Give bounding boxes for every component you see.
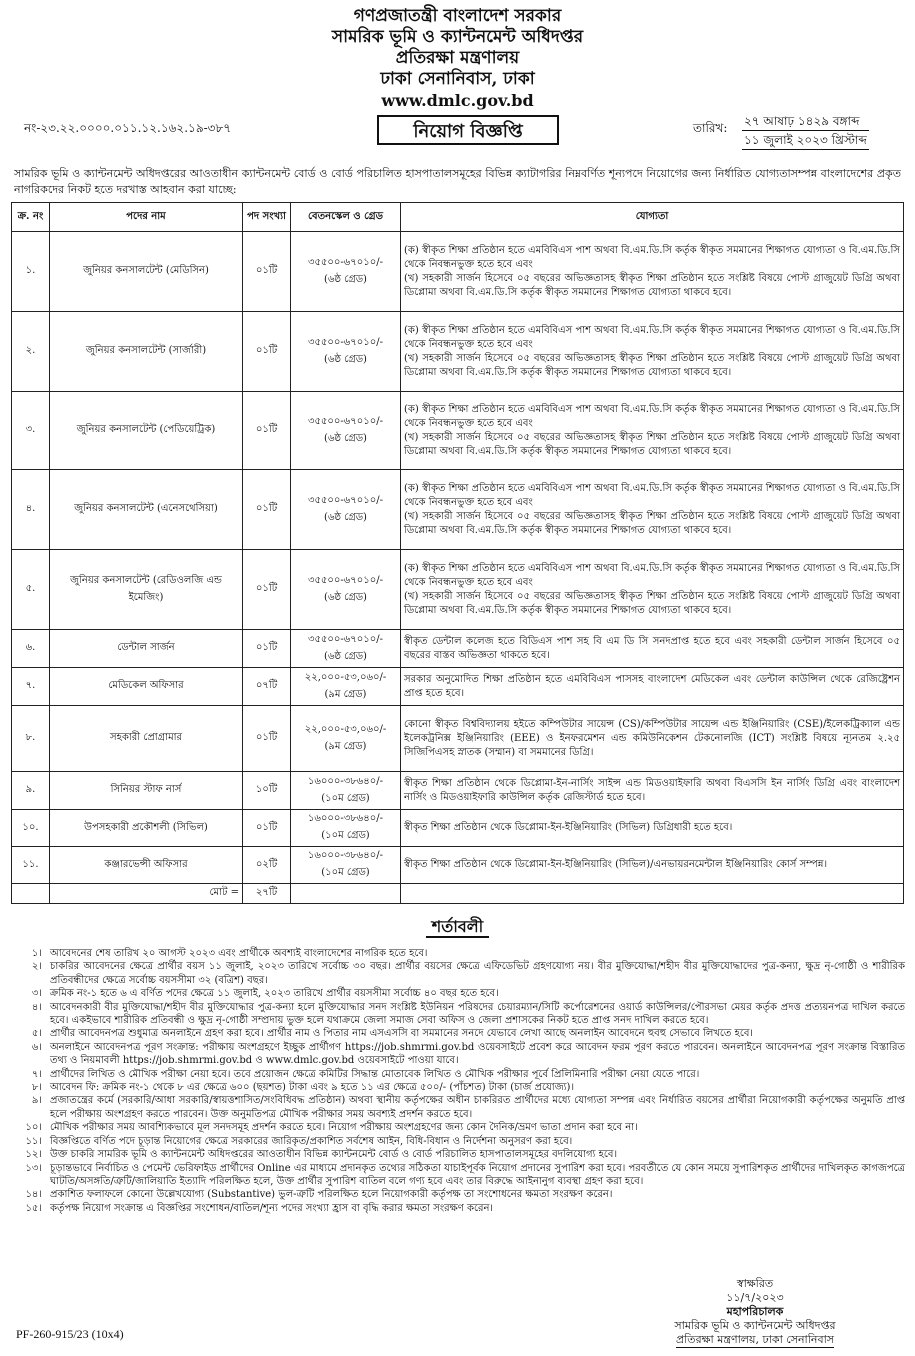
condition-number: ৭। [31, 1068, 42, 1080]
table-row [12, 668, 904, 706]
row-post: মেডিকেল অফিসার [50, 668, 243, 706]
row-pay-scale: ১৬০০০-৩৮৬৪০/- [307, 850, 384, 861]
condition-item [10, 947, 905, 960]
row-grade: (৬ষ্ঠ গ্রেড) [324, 353, 367, 365]
row-count: ০১টি [243, 232, 291, 312]
signature-block [635, 1277, 875, 1348]
condition-number: ৯। [31, 1095, 42, 1107]
table-header-row [12, 203, 904, 232]
condition-item [10, 1162, 905, 1189]
qualification-a: (ক) স্বীকৃত শিক্ষা প্রতিষ্ঠান হতে এমবিবিএস পাশ অথবা বি.এম.ডি.সি কর্তৃক স্বীকৃত সমমানের শিক্ষাগত যোগ্যতা ও বি.এম.ডি.সি থেকে নিবন্ধনভুক্ত হতে হবে এবং [404, 403, 900, 429]
table-row [12, 392, 904, 470]
row-qualification [401, 668, 904, 706]
condition-number: ৪। [31, 1001, 42, 1013]
row-scale [291, 470, 401, 550]
row-serial: ৯. [12, 772, 50, 810]
table-row [12, 550, 904, 630]
row-post: কঞ্জারভেন্সী অফিসার [50, 847, 243, 884]
condition-text: প্রার্থীদের লিখিত ও মৌখিক পরীক্ষা নেয়া হবে। তবে প্রয়োজন ক্ষেত্রে কমিটির সিদ্ধান্ত মোতাবেক লিখিত ও মৌখিক পরীক্ষার পূর্বে প্রিলিমিনারি পরীক্ষা নেয়া যেতে পারে। [50, 1068, 700, 1080]
condition-text: মৌখিক পরীক্ষার সময় আবশ্যিকভাবে মূল সনদসমূহ প্রদর্শন করতে হবে। নিয়োগ পরীক্ষায় অংশগ্রহণের জন্য কোন দৈনিক/ভ্রমণ ভাতা প্রদান করা হবে না। [50, 1122, 638, 1134]
condition-text: প্রজাতন্ত্রের কর্মে (সরকারি/আধা সরকারি/স্বায়ত্তশাসিত/সংবিধিবদ্ধ প্রতিষ্ঠান) অথবা স্থানীয় কর্তৃপক্ষের অধীন চাকরিরত প্রার্থীদের মধ্যে যোগ্যতা সম্পন্ন এবং নির্ধারিত বয়সের প্রার্থীরা নিয়োগকারী কর্তৃপক্ষের অনুমতি প্রাপ্ত হলে পরীক্ষায় অংশগ্রহণ করতে পারবেন। উক্ত অনুমতিপত্র মৌখিক পরীক্ষার সময় অবশ্যই প্রদর্শন করতে হবে। [50, 1095, 905, 1120]
location: ঢাকা সেনানিবাস, ঢাকা [380, 69, 535, 89]
notice-title: নিয়োগ বিজ্ঞপ্তি [377, 115, 559, 145]
row-post: জুনিয়র কনসালটেন্ট (এনেসথেসিয়া) [50, 470, 243, 550]
row-serial: ২. [12, 312, 50, 392]
row-qualification [401, 312, 904, 392]
directorate-name: সামরিক ভূমি ও ক্যান্টনমেন্ট অধিদপ্তর [331, 27, 584, 47]
date-bangla: ২৭ আষাঢ় ১৪২৯ বঙ্গাব্দ [742, 112, 869, 131]
condition-number: ১৩। [25, 1162, 42, 1174]
row-qualification [401, 392, 904, 470]
header-serial: ক্র. নং [12, 203, 50, 232]
row-grade: (৬ষ্ঠ গ্রেড) [324, 591, 367, 603]
condition-text: বিজ্ঞপ্তিতে বর্ণিত পদে চূড়ান্ত নিয়োগের ক্ষেত্রে সরকারের জারিকৃত/প্রকাশিত সর্বশেষ আইন, বিধি-বিধান ও নির্দেশনা অনুসরণ করা হবে। [50, 1135, 573, 1147]
condition-item [10, 987, 905, 1000]
condition-text: আবেদন ফি: ক্রমিক নং-১ থেকে ৮ এর ক্ষেত্রে ৬০০ (ছয়শত) টাকা এবং ৯ হতে ১১ এর ক্ষেত্রে ৫০০/- (পাঁচশত) টাকা (চার্জ প্রযোজ্য)। [50, 1082, 575, 1094]
condition-item [10, 1001, 905, 1028]
row-grade: (৬ষ্ঠ গ্রেড) [324, 650, 367, 662]
condition-text: চূড়ান্তভাবে নির্বাচিত ও পেমেন্ট ভেরিফাইড প্রার্থীদের Online এর মাধ্যমে প্রদানকৃত তথ্যের সঠিকতা যাচাইপূর্বক নিয়োগ প্রদানের সুপারিশ করা হবে। পরবর্তীতে যে কোন সময়ে সুপারিশকৃত প্রার্থীদের দাখিলকৃত কাগজপত্রে ঘাটতি/অসঙ্গতি/ত্রুটি/জালিয়াতি ইত্যাদি পরিলক্ষিত হলে, উক্ত প্রার্থীর সুপারিশ বাতিল বলে গণ্য হবে এবং তার বিরুদ্ধে আইনানুগ ব্যবস্থা গ্রহণ করা হবে। [50, 1162, 905, 1187]
condition-item [10, 960, 905, 987]
row-post: জুনিয়র কনসালটেন্ট (সার্জারী) [50, 312, 243, 392]
row-qualification [401, 470, 904, 550]
row-serial: ৮. [12, 706, 50, 772]
qualification-a: স্বীকৃত শিক্ষা প্রতিষ্ঠান থেকে ডিপ্লোমা-ইন-ইঞ্জিনিয়ারিং (সিভিল)/এনভায়রনমেন্টাল ইঞ্জিনিয়ারিং কোর্স সম্পন্ন। [404, 859, 828, 870]
row-qualification [401, 550, 904, 630]
row-pay-scale: ২২,০০০-৫৩,০৬০/- [304, 671, 387, 683]
qualification-b: (খ) সহকারী সার্জন হিসেবে ০৫ বছরের অভিজ্ঞতাসহ স্বীকৃত শিক্ষা প্রতিষ্ঠান হতে সংশ্লিষ্ট বিষয়ে পোস্ট গ্রাজুয়েট ডিগ্রি অথবা ডিপ্লোমা অথবা বি.এম.ডি.সি কর্তৃক স্বীকৃত সমমানের শিক্ষাগত যোগ্যতা থাকবে হবে। [404, 352, 900, 378]
condition-item [10, 1068, 905, 1081]
signed-label: স্বাক্ষরিত [736, 1277, 774, 1290]
condition-text: আবেদনের শেষ তারিখ ২০ আগস্ট ২০২৩ এবং প্রার্থীকে অবশ্যই বাংলাদেশের নাগরিক হতে হবে। [50, 948, 428, 959]
condition-item [10, 1188, 905, 1201]
row-pay-scale: ১৬০০০-৩৮৬৪০/- [307, 813, 384, 824]
qualification-a: (ক) স্বীকৃত শিক্ষা প্রতিষ্ঠান হতে এমবিবিএস পাশ অথবা বি.এম.ডি.সি কর্তৃক স্বীকৃত সমমানের শিক্ষাগত যোগ্যতা ও বি.এম.ডি.সি থেকে নিবন্ধনভুক্ত হতে হবে এবং [404, 324, 900, 350]
table-row [12, 470, 904, 550]
row-count: ০১টি [243, 550, 291, 630]
row-pay-scale: ৩৫৫০০-৬৭০১০/- [307, 494, 384, 506]
condition-number: ১২। [25, 1149, 42, 1161]
conditions-title: শর্তাবলী [426, 917, 490, 938]
row-count: ০১টি [243, 810, 291, 847]
row-qualification [401, 847, 904, 884]
row-serial: ১১. [12, 847, 50, 884]
govt-name: গণপ্রজাতন্ত্রী বাংলাদেশ সরকার [353, 6, 562, 26]
ministry-name: প্রতিরক্ষা মন্ত্রণালয় [395, 48, 520, 68]
row-count: ০১টি [243, 630, 291, 668]
condition-number: ১১। [25, 1135, 42, 1147]
row-serial: ৪. [12, 470, 50, 550]
condition-number: ৫। [31, 1028, 42, 1040]
table-row [12, 706, 904, 772]
table-body [12, 232, 904, 884]
row-grade: (৬ষ্ঠ গ্রেড) [324, 432, 367, 444]
condition-number: ৮। [31, 1082, 42, 1094]
row-serial: ১. [12, 232, 50, 312]
condition-item [10, 1041, 905, 1068]
row-scale [291, 630, 401, 668]
row-post: উপসহকারী প্রকৌশলী (সিভিল) [50, 810, 243, 847]
condition-item [10, 1121, 905, 1134]
row-qualification [401, 706, 904, 772]
row-count: ০২টি [243, 847, 291, 884]
row-post: সহকারী প্রোগ্রামার [50, 706, 243, 772]
table-row [12, 772, 904, 810]
condition-number: ৬। [31, 1041, 42, 1053]
header-scale: বেতনস্কেল ও গ্রেড [291, 203, 401, 232]
row-count: ০১টি [243, 470, 291, 550]
row-post: জুনিয়র কনসালটেন্ট (পেডিয়েট্রিক) [50, 392, 243, 470]
qualification-b: (খ) সহকারী সার্জন হিসেবে ০৫ বছরের অভিজ্ঞতাসহ স্বীকৃত শিক্ষা প্রতিষ্ঠান হতে সংশ্লিষ্ট বিষয়ে পোস্ট গ্রাজুয়েট ডিগ্রি অথবা ডিপ্লোমা অথবা বি.এম.ডি.সি কর্তৃক স্বীকৃত সমমানের শিক্ষাগত যোগ্যতা থাকবে হবে। [404, 272, 900, 298]
row-qualification [401, 772, 904, 810]
row-serial: ৩. [12, 392, 50, 470]
signatory-address: প্রতিরক্ষা মন্ত্রণালয়, ঢাকা সেনানিবাস [675, 1333, 835, 1346]
condition-item [10, 1094, 905, 1121]
row-count: ০১টি [243, 392, 291, 470]
conditions-heading [10, 914, 905, 941]
condition-number: ১৫। [25, 1202, 42, 1214]
signed-date: ১১/৭/২০২৩ [726, 1291, 784, 1304]
qualification-b: (খ) সহকারী সার্জন হিসেবে ০৫ বছরের অভিজ্ঞতাসহ স্বীকৃত শিক্ষা প্রতিষ্ঠান হতে সংশ্লিষ্ট বিষয়ে পোস্ট গ্রাজুয়েট ডিগ্রি অথবা ডিপ্লোমা অথবা বি.এম.ডি.সি কর্তৃক স্বীকৃত সমমানের শিক্ষাগত যোগ্যতা থাকবে হবে। [404, 431, 900, 457]
condition-item [10, 1027, 905, 1040]
row-qualification [401, 232, 904, 312]
row-scale [291, 232, 401, 312]
condition-text: প্রার্থীর আবেদনপত্র শুধুমাত্র অনলাইনে গ্রহণ করা হবে। প্রার্থীর নাম ও পিতার নাম এসএসসি বা সমমানের সনদে যেভাবে লেখা আছে অনলাইন আবেদনে হুবহু সেভাবে লিখতে হবে। [50, 1028, 753, 1040]
qualification-a: স্বীকৃত শিক্ষা প্রতিষ্ঠান থেকে ডিপ্লোমা-ইন-নার্সিং সাইন্স এন্ড মিডওয়াইফারি অথবা বিএসসি ইন নার্সিং ডিগ্রি এবং বাংলাদেশ নার্সিং ও মিডওয়াইফারি কাউন্সিল কর্তৃক রেজিস্টার্ড হতে হবে। [404, 777, 900, 803]
condition-number: ২। [31, 961, 42, 973]
row-qualification [401, 810, 904, 847]
condition-text: প্রকাশিত ফলাফলে কোনো উল্লেখযোগ্য (Substantive) ভুল-ত্রুটি পরিলক্ষিত হলে নিয়োগকারী কর্তৃপক্ষ তা সংশোধনের ক্ষমতা সংরক্ষণ করেন। [50, 1189, 613, 1201]
condition-item [10, 1202, 905, 1215]
row-scale [291, 312, 401, 392]
total-row [12, 884, 904, 904]
total-label: মোট = [50, 884, 243, 904]
qualification-a: স্বীকৃত শিক্ষা প্রতিষ্ঠান থেকে ডিপ্লোমা-ইন-ইঞ্জিনিয়ারিং (সিভিল) ডিগ্রিধারী হতে হবে। [404, 822, 733, 833]
header-qualification: যোগ্যতা [401, 203, 904, 232]
condition-text: কর্তৃপক্ষ নিয়োগ সংক্রান্ত এ বিজ্ঞপ্তির সংশোধন/বাতিল/শূন্য পদের সংখ্যা হ্রাস বা বৃদ্ধি করার ক্ষমতা সংরক্ষণ করেন। [50, 1202, 494, 1214]
website-link[interactable]: www.dmlc.gov.bd [381, 91, 534, 110]
table-row [12, 630, 904, 668]
table-row [12, 847, 904, 884]
table-row [12, 810, 904, 847]
condition-number: ১৪। [25, 1189, 42, 1201]
qualification-a: সরকার অনুমোদিত শিক্ষা প্রতিষ্ঠান হতে এমবিবিএস পাসসহ বাংলাদেশ মেডিকেল এবং ডেন্টাল কাউন্সিল থেকে রেজিষ্ট্রেশন প্রাপ্ত হতে হবে। [404, 673, 900, 699]
row-count: ১০টি [243, 772, 291, 810]
memo-row [10, 112, 905, 164]
letterhead [10, 0, 905, 112]
row-grade: (১০ম গ্রেড) [321, 830, 370, 841]
memo-number: নং-২৩.২২.০০০০.০১১.১২.১৬২.১৯-৩৮৭ [24, 121, 232, 135]
condition-item [10, 1081, 905, 1094]
footer [0, 1256, 915, 1356]
row-pay-scale: ২২,০০০-৫৩,০৬০/- [304, 723, 387, 735]
qualification-a: (ক) স্বীকৃত শিক্ষা প্রতিষ্ঠান হতে এমবিবিএস পাশ অথবা বি.এম.ডি.সি কর্তৃক স্বীকৃত সমমানের শিক্ষাগত যোগ্যতা ও বি.এম.ডি.সি থেকে নিবন্ধনভুক্ত হতে হবে এবং [404, 482, 900, 508]
condition-item [10, 1148, 905, 1161]
row-count: ০৭টি [243, 668, 291, 706]
row-pay-scale: ৩৫৫০০-৬৭০১০/- [307, 574, 384, 586]
date-label: তারিখ: [693, 121, 728, 135]
signatory-office: সামরিক ভূমি ও ক্যান্টনমেন্ট অধিদপ্তর [674, 1319, 836, 1332]
row-post: ডেন্টাল সার্জন [50, 630, 243, 668]
total-value: ২৭টি [243, 884, 291, 904]
condition-text: অনলাইনে আবেদনপত্র পূরণ সংক্রান্ত: পরীক্ষায় অংশগ্রহণে ইচ্ছুক প্রার্থীগণ https://job.shmrmi.gov.bd ওয়েবসাইটে প্রবেশ করে আবেদন ফরম পূরণ করতে পারবেন। অনলাইনে আবেদনপত্র পূরণ সংক্রান্ত বিস্তারিত তথ্য ও নিয়মাবলী https://job.shmrmi.gov.bd ও www.dmlc.gov.bd ওয়েবসাইটে পাওয়া যাবে। [50, 1041, 905, 1067]
row-scale [291, 550, 401, 630]
row-scale [291, 772, 401, 810]
qualification-a: (ক) স্বীকৃত শিক্ষা প্রতিষ্ঠান হতে এমবিবিএস পাশ অথবা বি.এম.ডি.সি কর্তৃক স্বীকৃত সমমানের শিক্ষাগত যোগ্যতা ও বি.এম.ডি.সি থেকে নিবন্ধনভুক্ত হতে হবে এবং [404, 244, 900, 270]
row-serial: ৭. [12, 668, 50, 706]
row-pay-scale: ৩৫৫০০-৬৭০১০/- [307, 256, 384, 268]
row-scale [291, 810, 401, 847]
date-english: ১১ জুলাই ২০২৩ খ্রিস্টাব্দ [742, 131, 869, 150]
row-grade: (৬ষ্ঠ গ্রেড) [324, 273, 367, 285]
row-grade: (৯ম গ্রেড) [324, 688, 367, 700]
condition-number: ৩। [31, 988, 42, 1000]
header-count: পদ সংখ্যা [243, 203, 291, 232]
row-scale [291, 392, 401, 470]
row-pay-scale: ৩৫৫০০-৬৭০১০/- [307, 415, 384, 427]
qualification-b: (খ) সহকারী সার্জন হিসেবে ০৫ বছরের অভিজ্ঞতাসহ স্বীকৃত শিক্ষা প্রতিষ্ঠান হতে সংশ্লিষ্ট বিষয়ে পোস্ট গ্রাজুয়েট ডিগ্রি অথবা ডিপ্লোমা অথবা বি.এম.ডি.সি কর্তৃক স্বীকৃত সমমানের শিক্ষাগত যোগ্যতা থাকবে হবে। [404, 590, 900, 616]
table-row [12, 232, 904, 312]
row-grade: (৬ষ্ঠ গ্রেড) [324, 511, 367, 523]
row-pay-scale: ৩৫৫০০-৬৭০১০/- [307, 633, 384, 645]
row-pay-scale: ১৬০০০-৩৮৬৪০/- [307, 775, 384, 787]
table-row [12, 312, 904, 392]
row-qualification [401, 630, 904, 668]
condition-text: চাকরির আবেদনের ক্ষেত্রে প্রার্থীর বয়স ১১ জুলাই, ২০২৩ তারিখে সর্বোচ্চ ৩০ বছর। প্রার্থীর বয়সের ক্ষেত্রে এফিডেভিট গ্রহণযোগ্য নয়। বীর মুক্তিযোদ্ধা/শহীদ বীর মুক্তিযোদ্ধাদের পুত্র-কন্যা, ক্ষুদ্র নৃ-গোষ্ঠী ও শারীরিক প্রতিবন্ধীদের ক্ষেত্রে সর্বোচ্চ বয়সসীমা ৩২ (বত্রিশ) বছর। [50, 961, 905, 986]
qualification-a: স্বীকৃত ডেন্টাল কলেজ হতে বিডিএস পাশ সহ বি এম ডি সি সনদপ্রাপ্ত হতে হবে এবং সহকারী ডেন্টাল সার্জন হিসেবে ০৫ বছরের বাস্তব অভিজ্ঞতা থাকতে হবে। [404, 635, 900, 661]
condition-number: ১০। [25, 1122, 42, 1134]
row-serial: ১০. [12, 810, 50, 847]
row-count: ০১টি [243, 706, 291, 772]
date-block [742, 112, 869, 150]
row-scale [291, 668, 401, 706]
header-post: পদের নাম [50, 203, 243, 232]
row-grade: (১০ম গ্রেড) [321, 792, 370, 804]
condition-number: ১। [31, 948, 42, 959]
row-scale [291, 706, 401, 772]
condition-text: উক্ত চাকরি সামরিক ভূমি ও ক্যান্টনমেন্ট অধিদপ্তরের আওতাধীন বিভিন্ন ক্যান্টনমেন্ট বোর্ড ও বোর্ড পরিচালিত হাসপাতালসমূহের বদলিযোগ্য হবে। [50, 1149, 618, 1161]
condition-text: ক্রমিক নং-১ হতে ৬ এ বর্ণিত পদের ক্ষেত্রে ১১ জুলাই, ২০২৩ তারিখে প্রার্থীর বয়সসীমা সর্বোচ্চ ৪০ বছর হতে হবে। [50, 988, 499, 1000]
intro-paragraph: সামরিক ভূমি ও ক্যান্টনমেন্ট অধিদপ্তরের আওতাধীন ক্যান্টনমেন্ট বোর্ড ও বোর্ড পরিচালিত হাসপাতালসমূহের বিভিন্ন ক্যাটাগরির নিম্নবর্ণিত শূন্যপদে নিয়োগের জন্য নির্ধারিত যোগ্যতাসম্পন্ন বাংলাদেশের প্রকৃত নাগরিকদের নিকট হতে দরখাস্ত আহবান করা যাচ্ছে: [14, 167, 901, 196]
qualification-b: (খ) সহকারী সার্জন হিসেবে ০৫ বছরের অভিজ্ঞতাসহ স্বীকৃত শিক্ষা প্রতিষ্ঠান হতে সংশ্লিষ্ট বিষয়ে পোস্ট গ্রাজুয়েট ডিগ্রি অথবা ডিপ্লোমা অথবা বি.এম.ডি.সি কর্তৃক স্বীকৃত সমমানের শিক্ষাগত যোগ্যতা থাকবে হবে। [404, 510, 900, 536]
row-serial: ৫. [12, 550, 50, 630]
condition-item [10, 1135, 905, 1148]
row-pay-scale: ৩৫৫০০-৬৭০১০/- [307, 336, 384, 348]
row-post: জুনিয়র কনসালটেন্ট (মেডিসিন) [50, 232, 243, 312]
row-grade: (১০ম গ্রেড) [321, 867, 370, 878]
row-grade: (৯ম গ্রেড) [324, 740, 367, 752]
row-count: ০১টি [243, 312, 291, 392]
conditions-list [10, 947, 905, 1215]
row-post: জুনিয়র কনসালটেন্ট (রেডিওলজি এন্ড ইমেজিং) [50, 550, 243, 630]
qualification-a: (ক) স্বীকৃত শিক্ষা প্রতিষ্ঠান হতে এমবিবিএস পাশ অথবা বি.এম.ডি.সি কর্তৃক স্বীকৃত সমমানের শিক্ষাগত যোগ্যতা ও বি.এম.ডি.সি থেকে নিবন্ধনভুক্ত হতে হবে এবং [404, 562, 900, 588]
row-scale [291, 847, 401, 884]
row-post: সিনিয়র স্টাফ নার্স [50, 772, 243, 810]
qualification-a: কোনো স্বীকৃত বিশ্ববিদ্যালয় হইতে কম্পিউটার সায়েন্স (CS)/কম্পিউটার সায়েন্স এন্ড ইঞ্জিনিয়ারিং (CSE)/ইলেকট্রিক্যাল এন্ড ইলেকট্রনিক্স ইঞ্জিনিয়ারিং (EEE) ও ইনফরমেশন এন্ড কমিউনিকেশন টেকনোলজি (ICT) সংশ্লিষ্ট বিষয়ে ন্যূনতম ২.২৫ সিজিপিএসহ স্নাতক (সম্মান) বা সমমানের ডিগ্রি। [404, 718, 900, 758]
vacancy-table [11, 202, 904, 904]
signatory-designation: মহাপরিচালক [726, 1305, 784, 1318]
row-serial: ৬. [12, 630, 50, 668]
condition-text: আবেদনকারী বীর মুক্তিযোদ্ধা/শহীদ বীর মুক্তিযোদ্ধার পুত্র-কন্যা হলে মুক্তিযোদ্ধার সনদ সংশ্লিষ্ট ইউনিয়ন পরিষদের চেয়ারম্যান/সিটি কর্পোরেশনের ওয়ার্ড কাউন্সিলর/পৌরসভা মেয়র কর্তৃক প্রদত্ত প্রত্যয়নপত্র দাখিল করতে হবে। একইভাবে শারীরিক প্রতিবন্ধী ও ক্ষুদ্র নৃ-গোষ্ঠী সম্প্রদায় ভুক্ত হলে যথাক্রমে জেলা সমাজ সেবা অফিস ও জেলা প্রশাসকের নিকট হতে প্রাপ্ত সনদ দাখিল করতে হবে। [50, 1001, 905, 1027]
pf-code: PF-260-915/23 (10x4) [16, 1327, 124, 1341]
